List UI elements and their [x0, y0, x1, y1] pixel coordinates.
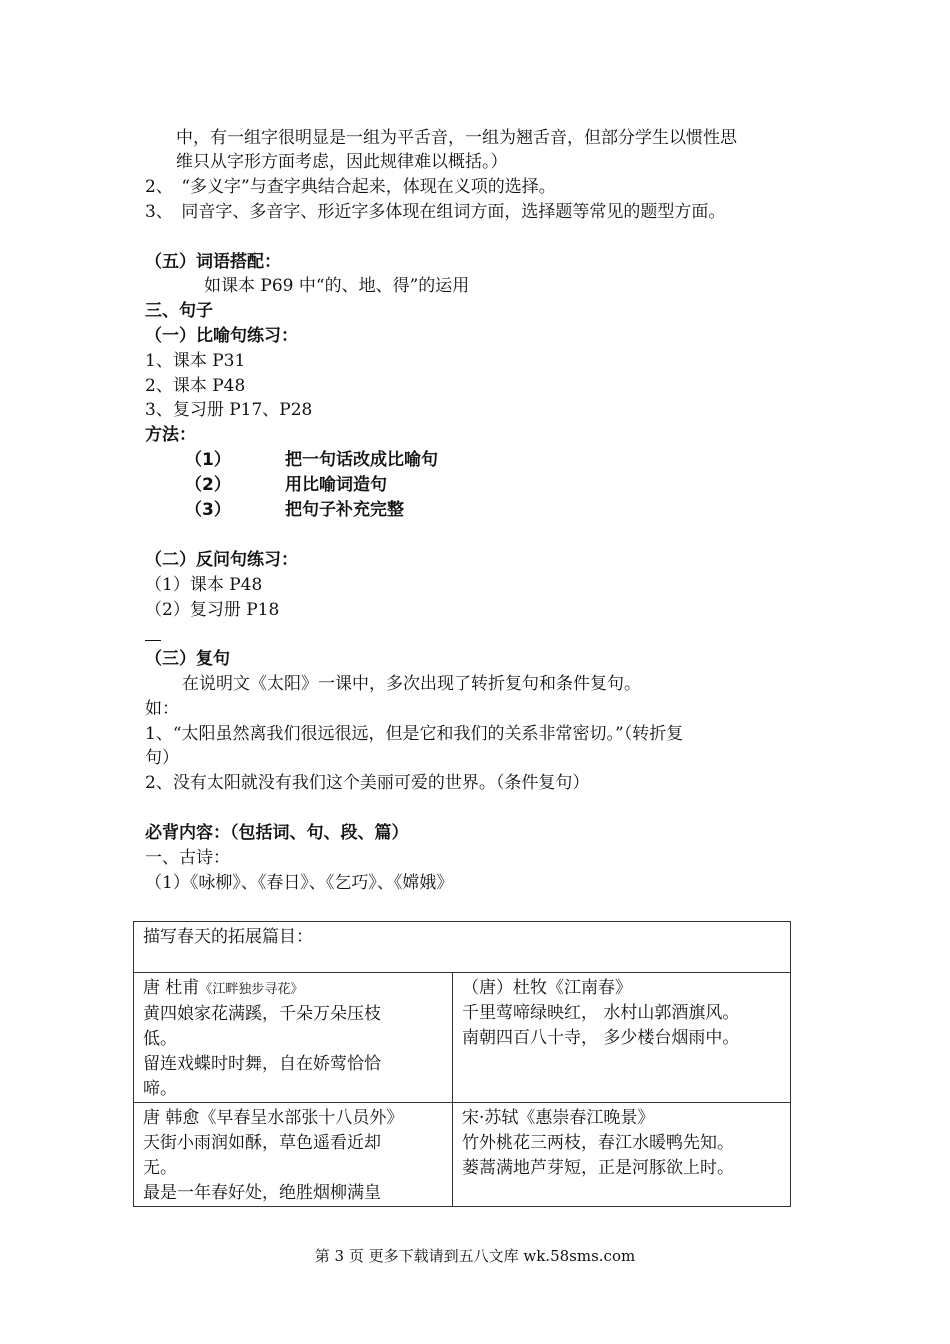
- method-text: 用比喻词造句: [285, 475, 387, 495]
- text-line: 3、 同音字、多音字、形近字多体现在组词方面，选择题等常见的题型方面。: [145, 202, 726, 222]
- section-heading: （三）复句: [145, 649, 230, 669]
- poem-line: 留连戏蝶时时舞，自在娇莺恰恰: [143, 1054, 381, 1074]
- table-cell: [134, 973, 453, 1103]
- text-line: （1）《咏柳》、《春日》、《乞巧》、《嫦娥》: [145, 873, 454, 893]
- poem-heading: 唐 韩愈《早春呈水部张十八员外》: [143, 1108, 404, 1128]
- poem-line: 蒌蒿满地芦芽短，正是河豚欲上时。: [462, 1158, 734, 1178]
- table-cell: [134, 1103, 453, 1207]
- method-number: （1）: [185, 450, 231, 470]
- table-cell: [453, 1103, 791, 1207]
- poem-line: 最是一年春好处，绝胜烟柳满皇: [143, 1183, 381, 1203]
- text-line: 在说明文《太阳》一课中，多次出现了转折复句和条件复句。: [182, 674, 641, 694]
- text-line: 2、课本 P48: [145, 376, 246, 396]
- poem-line: 啼。: [143, 1079, 177, 1099]
- table-header-cell: [134, 922, 791, 973]
- table-row: [134, 922, 791, 973]
- page-footer: 第 3 页 更多下载请到五八文库 wk.58sms.com: [314, 1247, 636, 1265]
- section-heading: （五）词语搭配：: [145, 252, 281, 272]
- poem-heading: 宋·苏轼《惠崇春江晚景》: [462, 1108, 655, 1128]
- poem-table: [133, 921, 791, 1207]
- text-line: （2）复习册 P18: [145, 600, 280, 620]
- text-line: 维只从字形方面考虑，因此规律难以概括。）: [176, 152, 508, 172]
- text-line: 1、课本 P31: [145, 351, 246, 371]
- section-heading: （一）比喻句练习：: [145, 326, 298, 346]
- text-line: 2、 “多义字”与查字典结合起来，体现在义项的选择。: [145, 177, 556, 197]
- poem-author: 唐 杜甫: [143, 978, 200, 998]
- poem-line: 天街小雨润如酥，草色遥看近却: [143, 1133, 381, 1153]
- poem-line: 竹外桃花三两枝，春江水暖鸭先知。: [462, 1133, 734, 1153]
- text-line: 1、“太阳虽然离我们很远很远，但是它和我们的关系非常密切。”（转折复: [145, 724, 684, 744]
- poem-line: 无。: [143, 1158, 177, 1178]
- poem-line: 南朝四百八十寺， 多少楼台烟雨中。: [462, 1028, 740, 1048]
- poem-heading: [143, 976, 444, 1002]
- poem-line: 低。: [143, 1029, 177, 1049]
- table-row: [134, 1103, 791, 1207]
- text-line: 如课本 P69 中“的、地、得”的运用: [204, 276, 470, 296]
- section-heading: 必背内容：（包括词、句、段、篇）: [145, 823, 409, 843]
- text-line: 中，有一组字很明显是一组为平舌音，一组为翘舌音，但部分学生以惯性思: [176, 128, 737, 148]
- method-number: （3）: [185, 500, 231, 520]
- text-line: 一、古诗：: [145, 848, 230, 868]
- text-line: 2、没有太阳就没有我们这个美丽可爱的世界。（条件复句）: [145, 773, 590, 793]
- text-line: （1）课本 P48: [145, 575, 263, 595]
- text-line: 3、复习册 P17、P28: [145, 400, 313, 420]
- divider: [145, 640, 161, 641]
- poem-title: 《江畔独步寻花》: [199, 982, 304, 997]
- text-line: 句）: [145, 748, 179, 768]
- section-heading: （二）反问句练习：: [145, 550, 298, 570]
- method-number: （2）: [185, 475, 231, 495]
- table-row: [134, 973, 791, 1103]
- section-heading: 方法：: [145, 425, 196, 445]
- method-text: 把一句话改成比喻句: [285, 450, 438, 470]
- text-line: 如：: [145, 699, 179, 719]
- poem-heading: （唐）杜牧《江南春》: [462, 978, 632, 998]
- table-cell: [453, 973, 791, 1103]
- table-header: 描写春天的拓展篇目：: [143, 927, 313, 947]
- poem-line: 黄四娘家花满蹊，千朵万朵压枝: [143, 1004, 381, 1024]
- section-heading: 三、句子: [145, 301, 213, 321]
- method-text: 把句子补充完整: [285, 500, 404, 520]
- poem-line: 千里莺啼绿映红， 水村山郭酒旗风。: [462, 1003, 740, 1023]
